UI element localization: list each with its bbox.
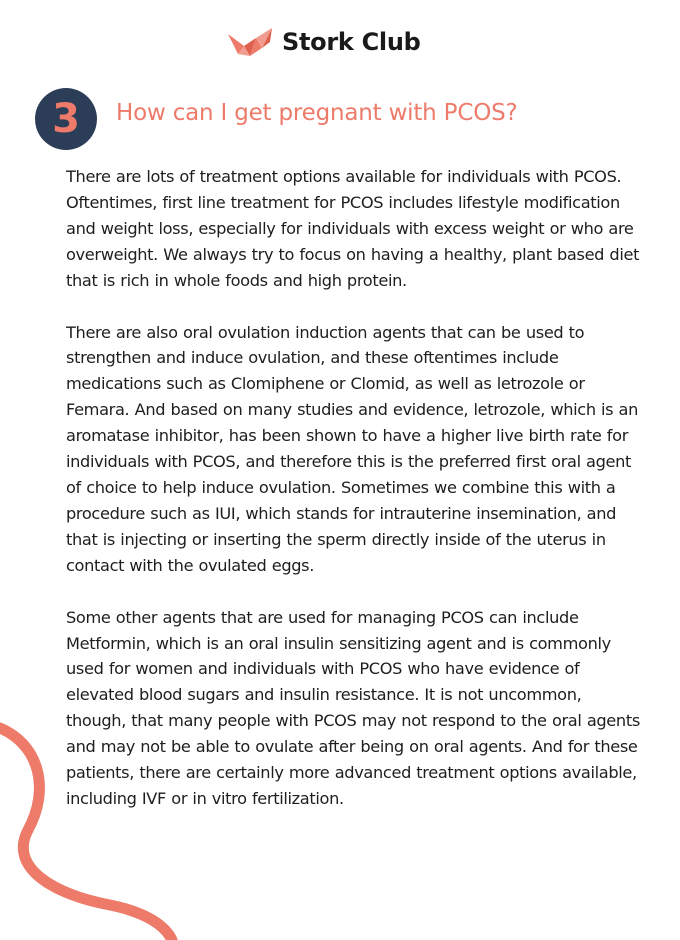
- section-title: How can I get pregnant with PCOS?: [116, 100, 518, 126]
- section-number: 3: [52, 96, 80, 142]
- origami-bird-icon: [226, 24, 274, 60]
- section-number-badge: [35, 88, 97, 150]
- paragraph: Some other agents that are used for managing PCOS can include Metformin, which is an oral insulin sensitizing agent and is commonly used for women and individuals with PCOS who have evidence of elevated blood sugars and insulin resistance. It is not uncommon, though, that many people with PCOS may not respond to the oral agents and may not be able to ovulate after being on oral agents. And for these patients, there are certainly more advanced treatment options available, including IVF or in vitro fertilization.: [66, 607, 640, 808]
- paragraph: There are also oral ovulation induction agents that can be used to strengthen and induce ovulation, and these oftentimes include medications such as Clomiphene or Clomid, as well as letrozole or Femara. And based on many studies and evidence, letrozole, which is an aromatase inhibitor, has been shown to have a higher live birth rate for individuals with PCOS, and therefore this is the preferred first oral agent of choice to help induce ovulation. Sometimes we combine this with a procedure such as IUI, which stands for intrauterine insemination, and that is injecting or inserting the sperm directly inside of the uterus in contact with the ovulated eggs.: [66, 322, 639, 575]
- brand-logo: [226, 22, 421, 62]
- article-body: [66, 164, 646, 838]
- paragraph: There are lots of treatment options available for individuals with PCOS. Oftentimes, first line treatment for PCOS includes lifestyle modification and weight loss, especially for individuals with excess weight or who are overweight. We always try to focus on having a healthy, plant based diet that is rich in whole foods and high protein.: [66, 167, 640, 290]
- brand-name: Stork Club: [282, 28, 421, 56]
